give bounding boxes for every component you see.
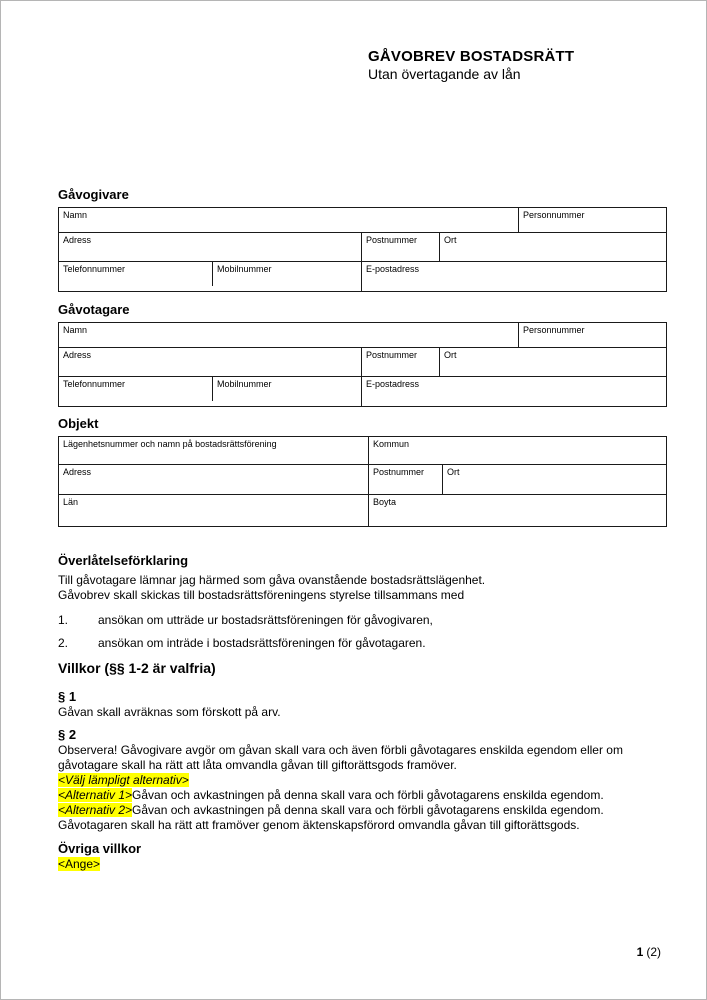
field-label: Postnummer (366, 350, 418, 360)
list-item-text: ansökan om utträde ur bostadsrättsföreningen för gåvogivaren, (98, 613, 433, 627)
alternative-2-text: Gåvan och avkastningen på denna skall vara och förbli gåvotagarens enskilda egendom. Gåvotagaren skall ha rätt att framöver genom äktenskapsförord omvandla gåvan till giftorättsgods. (58, 803, 604, 832)
table-row (59, 347, 666, 376)
givare-telefonnummer-field[interactable] (59, 262, 213, 291)
overlatelse-line2: Gåvobrev skall skickas till bostadsrättsföreningens styrelse tillsammans med (58, 588, 465, 602)
tagare-ort-field[interactable] (440, 348, 666, 376)
overlatelseforklaring-heading: Överlåtelseförklaring (58, 553, 189, 568)
field-label: Namn (63, 210, 88, 220)
tagare-postnummer-field[interactable] (362, 348, 440, 376)
overlatelse-line1: Till gåvotagare lämnar jag härmed som gåva ovanstående bostadsrättslägenhet. (58, 573, 486, 587)
field-label: Lägenhetsnummer och namn på bostadsrättsförening (63, 439, 277, 449)
field-label: Kommun (373, 439, 410, 449)
table-row (59, 232, 666, 261)
objekt-postnummer-field[interactable] (369, 465, 443, 494)
ange-placeholder[interactable]: <Ange> (58, 857, 101, 871)
givare-namn-field[interactable] (59, 208, 519, 232)
givare-postnummer-field[interactable] (362, 233, 440, 261)
table-row (59, 261, 666, 291)
document-title: GÅVOBREV BOSTADSRÄTT (368, 48, 575, 65)
paragraph-2-heading: § 2 (58, 727, 77, 742)
field-label: Adress (63, 467, 92, 477)
gavogivare-heading: Gåvogivare (58, 187, 129, 202)
table-row (59, 376, 666, 406)
numbered-list (58, 613, 670, 651)
list-item (58, 636, 670, 651)
choose-alternative-placeholder[interactable]: <Välj lämpligt alternativ> (58, 773, 189, 787)
field-label: Ort (447, 467, 460, 477)
tagare-mobilnummer-field[interactable] (213, 377, 362, 406)
objekt-heading: Objekt (58, 416, 99, 431)
field-label: Län (63, 497, 79, 507)
field-label: Adress (63, 235, 92, 245)
objekt-boyta-field[interactable] (369, 495, 666, 526)
paragraph-1-text: Gåvan skall avräknas som förskott på arv. (58, 705, 281, 719)
list-item-number: 1. (58, 613, 69, 627)
givare-mobilnummer-field[interactable] (213, 262, 362, 291)
field-label: Postnummer (366, 235, 418, 245)
field-label: Namn (63, 325, 88, 335)
tagare-adress-field[interactable] (59, 348, 362, 376)
field-label: Ort (444, 235, 457, 245)
current-page-number: 1 (636, 945, 644, 959)
section-gavotagare (58, 301, 667, 407)
table-row (59, 464, 666, 494)
field-label: E-postadress (366, 264, 420, 274)
objekt-lagenhetsnummer-field[interactable] (59, 437, 369, 464)
document-header (368, 48, 688, 83)
table-row (59, 323, 666, 347)
ange-line (58, 857, 670, 872)
gavotagare-heading: Gåvotagare (58, 302, 130, 317)
gavotagare-table (58, 322, 667, 407)
field-label: Boyta (373, 497, 397, 507)
alternative-2-line (58, 803, 670, 833)
tagare-epostadress-field[interactable] (362, 377, 666, 406)
alternative-2-placeholder[interactable]: <Alternativ 2> (58, 803, 133, 817)
field-label: Telefonnummer (63, 264, 126, 274)
tagare-telefonnummer-field[interactable] (59, 377, 213, 406)
field-label: Personnummer (523, 325, 585, 335)
paragraph-2-text: Observera! Gåvogivare avgör om gåvan skall vara och även förbli gåvotagares enskilda egendom eller om gåvotagare skall ha rätt att låta omvandla gåvan till giftorättsgods framöver. (58, 743, 623, 772)
field-label: E-postadress (366, 379, 420, 389)
table-row (59, 494, 666, 526)
givare-personnummer-field[interactable] (519, 208, 666, 232)
field-label: Mobilnummer (217, 264, 272, 274)
tagare-namn-field[interactable] (59, 323, 519, 347)
alternative-1-line (58, 788, 670, 803)
overlatelse-intro (58, 573, 670, 603)
paragraph-1-heading: § 1 (58, 689, 77, 704)
tagare-personnummer-field[interactable] (519, 323, 666, 347)
field-label: Postnummer (373, 467, 425, 477)
alternative-1-placeholder[interactable]: <Alternativ 1> (58, 788, 133, 802)
document-subtitle: Utan övertagande av lån (368, 66, 521, 82)
field-label: Adress (63, 350, 92, 360)
table-row (59, 437, 666, 464)
list-item (58, 613, 670, 628)
document-body (58, 552, 670, 872)
givare-adress-field[interactable] (59, 233, 362, 261)
field-label: Ort (444, 350, 457, 360)
page-number (637, 945, 661, 960)
givare-epostadress-field[interactable] (362, 262, 666, 291)
field-label: Personnummer (523, 210, 585, 220)
field-label: Mobilnummer (217, 379, 272, 389)
field-label: Telefonnummer (63, 379, 126, 389)
givare-ort-field[interactable] (440, 233, 666, 261)
objekt-adress-field[interactable] (59, 465, 369, 494)
list-item-text: ansökan om inträde i bostadsrättsföreningen för gåvotagaren. (98, 636, 426, 650)
objekt-kommun-field[interactable] (369, 437, 666, 464)
section-objekt (58, 415, 667, 527)
list-item-number: 2. (58, 636, 69, 650)
placeholder-line (58, 773, 670, 788)
objekt-lan-field[interactable] (59, 495, 369, 526)
gavogivare-table (58, 207, 667, 292)
section-gavogivare (58, 186, 667, 292)
total-page-count: (2) (646, 945, 661, 959)
objekt-ort-field[interactable] (443, 465, 666, 494)
table-row (59, 208, 666, 232)
ovriga-villkor-heading: Övriga villkor (58, 841, 142, 856)
alternative-1-text: Gåvan och avkastningen på denna skall vara och förbli gåvotagarens enskilda egendom. (132, 788, 604, 802)
objekt-table (58, 436, 667, 527)
villkor-heading: Villkor (§§ 1-2 är valfria) (58, 660, 216, 676)
